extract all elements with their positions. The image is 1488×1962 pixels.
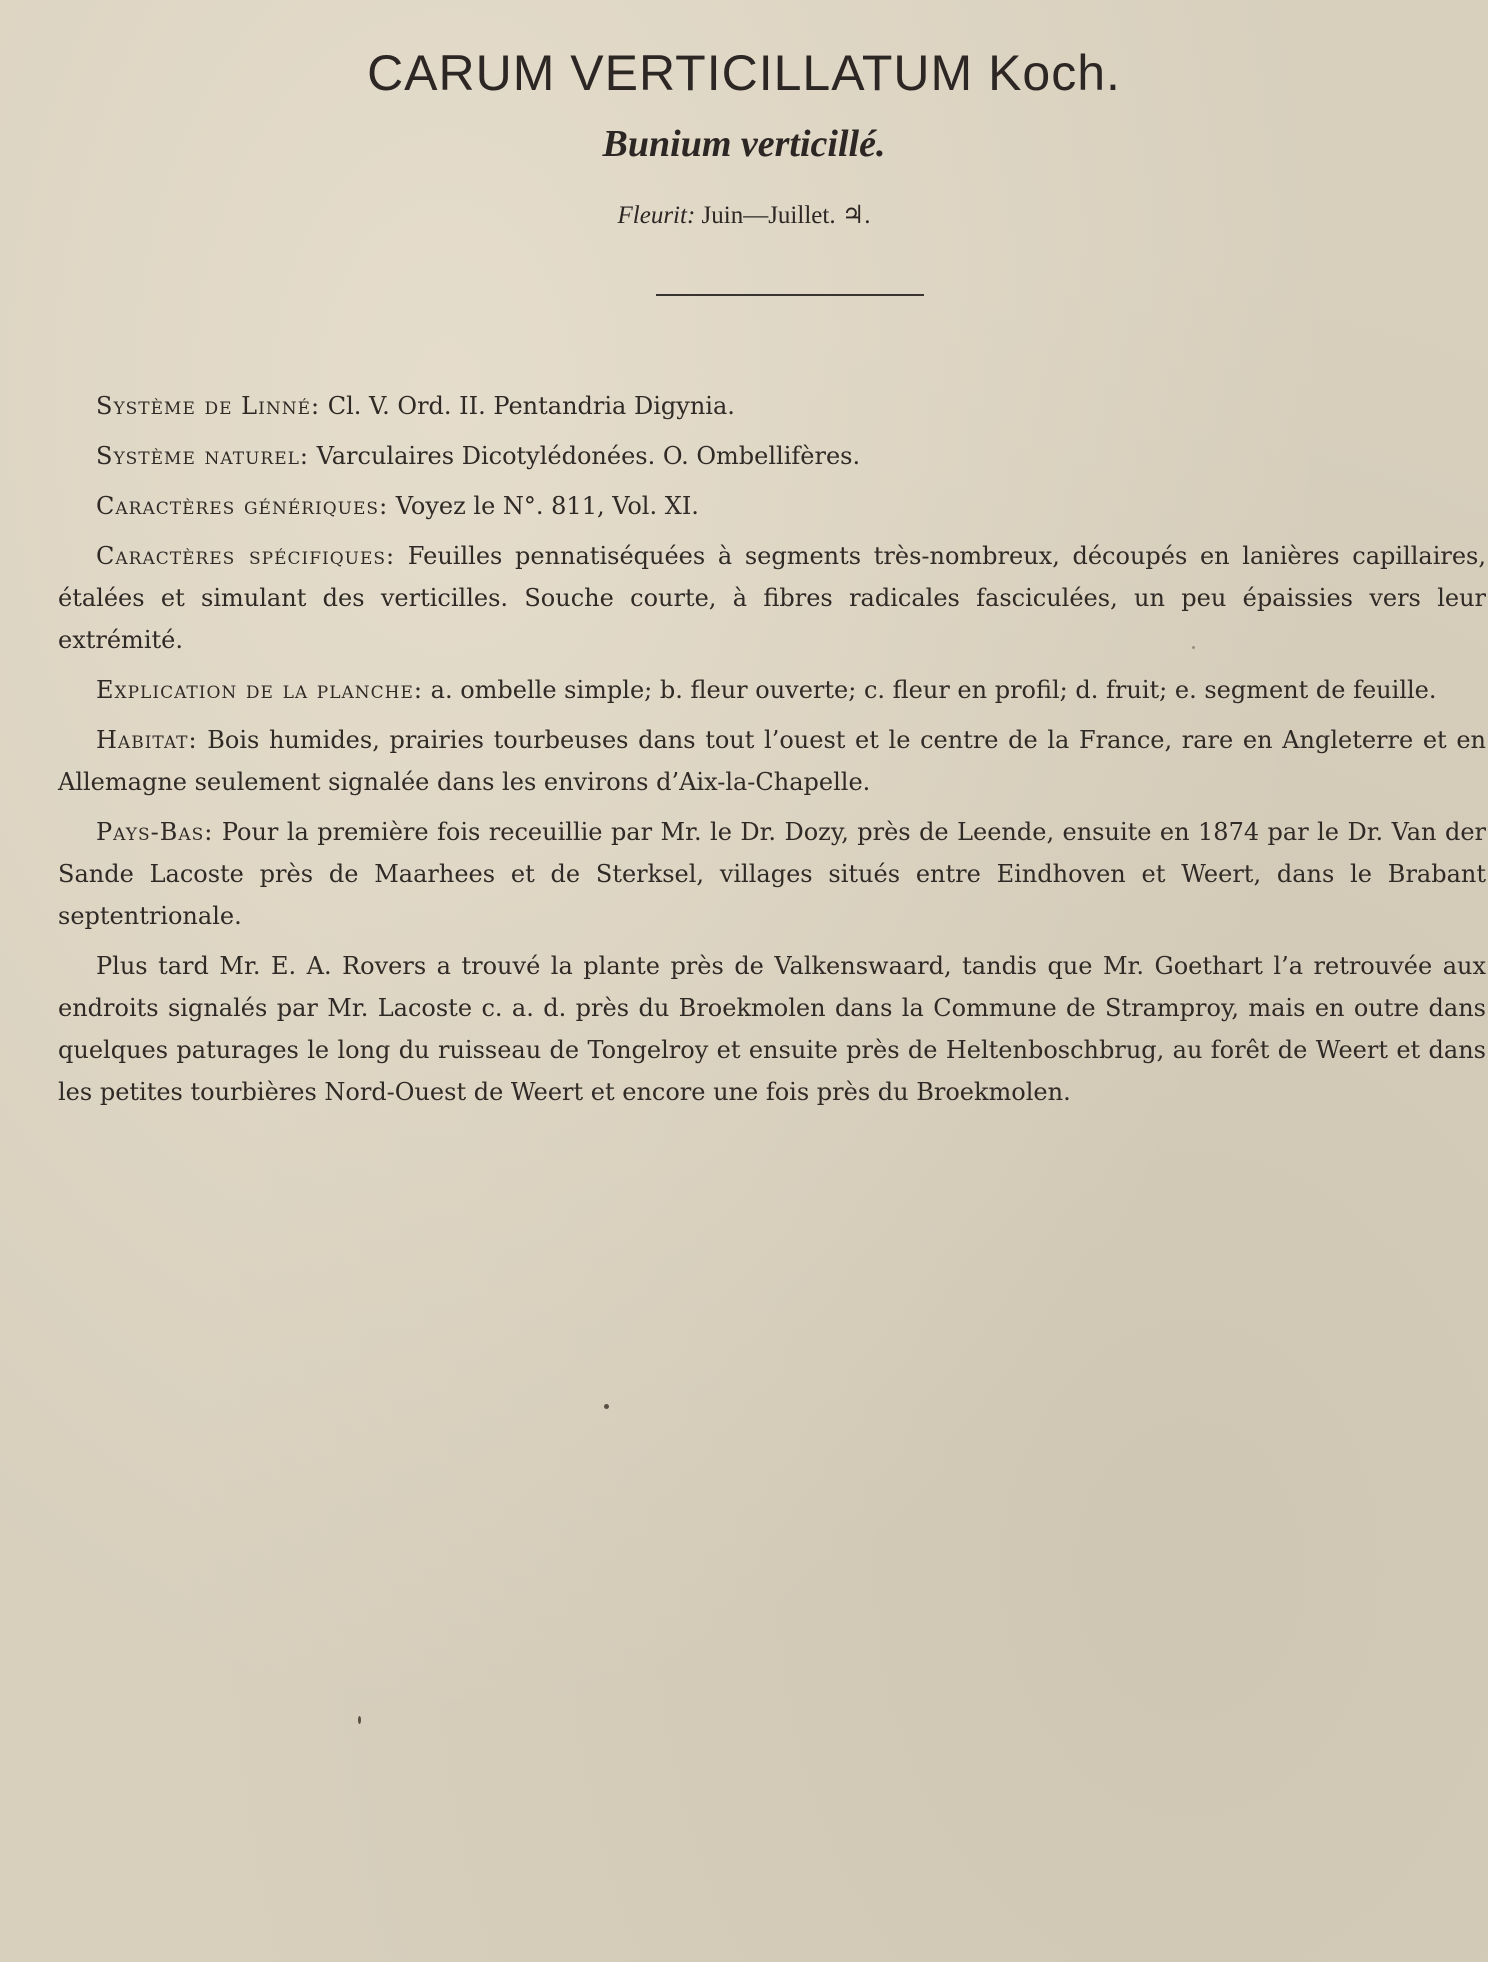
flowering-line <box>0 200 1488 230</box>
page-subtitle: Bunium verticillé. <box>602 123 886 165</box>
paragraph-text: a. ombelle simple; b. fleur ouverte; c. fleur en profil; d. fruit; e. segment de feuille. <box>423 676 1437 704</box>
description-body <box>58 385 1486 1121</box>
paragraph-heading: Caractères génériques: <box>96 492 389 520</box>
paragraph-text: Feuilles pennatiséquées à segments très-nombreux, découpés en lanières capillaires, étalées et simulant des verticilles. Souche courte, à fibres radicales fasciculées, un peu épaissies vers leur extrémité. <box>58 542 1486 654</box>
paragraph-netherlands <box>58 811 1486 937</box>
flowering-value: Juin—Juillet. ♃. <box>701 202 871 229</box>
flowering-label: Fleurit: <box>617 202 696 229</box>
paragraph-heading: Caractères spécifiques: <box>96 542 396 570</box>
paragraph-linne <box>58 385 1486 427</box>
paragraph-plate-explanation <box>58 669 1486 711</box>
paragraph-heading: Système naturel: <box>96 442 309 470</box>
paper-speck <box>1192 646 1195 649</box>
paper-speck <box>358 1716 361 1724</box>
paragraph-heading: Pays-Bas: <box>96 818 214 846</box>
page-title: CARUM VERTICILLATUM Koch. <box>367 45 1121 101</box>
paragraph-text: Bois humides, prairies tourbeuses dans tout l’ouest et le centre de la France, rare en Angleterre et en Allemagne seulement signalée dans les environs d’Aix-la-Chapelle. <box>58 726 1486 796</box>
paragraph-later-findings <box>58 945 1486 1113</box>
paper-speck <box>604 1404 609 1409</box>
paragraph-text: Varculaires Dicotylédonées. O. Ombellifères. <box>308 442 861 470</box>
paragraph-text: Plus tard Mr. E. A. Rovers a trouvé la plante près de Valkenswaard, tandis que Mr. Goethart l’a retrouvée aux endroits signalés par Mr. Lacoste c. a. d. près du Broekmolen dans la Commune de Stramproy, mais en outre dans quelques paturages le long du ruisseau de Tongelroy et ensuite près de Heltenboschbrug, au forêt de Weert et dans les petites tourbières Nord-Ouest de Weert et encore une fois près du Broekmolen. <box>58 952 1486 1106</box>
paragraph-heading: Explication de la planche: <box>96 676 423 704</box>
paragraph-text: Pour la première fois receuillie par Mr. le Dr. Dozy, près de Leende, ensuite en 1874 par le Dr. Van der Sande Lacoste près de Maarhees et de Sterksel, villages situés entre Eindhoven et Weert, dans le Brabant septentrionale. <box>58 818 1486 930</box>
paragraph-text: Cl. V. Ord. II. Pentandria Digynia. <box>320 392 735 420</box>
paragraph-generic-characters <box>58 485 1486 527</box>
paragraph-natural-system <box>58 435 1486 477</box>
paragraph-habitat <box>58 719 1486 803</box>
paragraph-text: Voyez le N°. 811, Vol. XI. <box>388 492 699 520</box>
paragraph-specific-characters <box>58 535 1486 661</box>
title-divider <box>656 294 924 296</box>
paragraph-heading: Habitat: <box>96 726 198 754</box>
paragraph-heading: Système de Linné: <box>96 392 321 420</box>
